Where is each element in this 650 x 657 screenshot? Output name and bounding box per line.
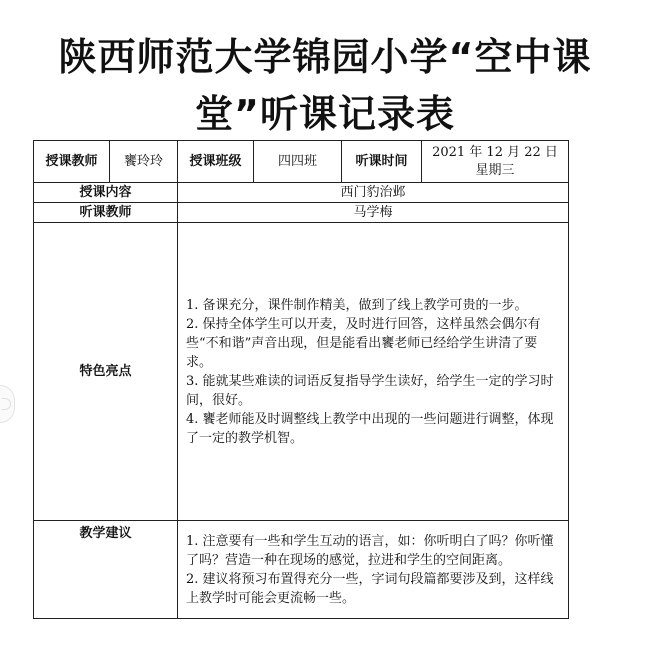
class-label: 授课班级 <box>178 141 254 183</box>
content-label: 授课内容 <box>34 183 178 203</box>
teacher-label: 授课教师 <box>34 141 110 183</box>
class-value: 四四班 <box>254 141 342 183</box>
lesson-observation-table <box>33 140 569 619</box>
side-panel-toggle[interactable] <box>0 385 15 423</box>
suggestion-item: 1. 注意要有一些和学生互动的语言，如：你听明白了吗？你听懂了吗？营造一种在现场的感觉，拉进和学生的空间距离。 <box>186 533 554 568</box>
time-value <box>422 141 569 183</box>
listener-label: 听课教师 <box>34 203 178 223</box>
time-weekday: 星期三 <box>475 162 515 178</box>
highlight-item: 1. 备课充分，课件制作精美，做到了线上教学可贵的一步。 <box>186 297 528 313</box>
time-date: 2021 年 12 月 22 日 <box>432 144 558 160</box>
teacher-value: 饔玲玲 <box>110 141 178 183</box>
time-label: 听课时间 <box>342 141 422 183</box>
highlight-item: 2. 保持全体学生可以开麦，及时进行回答，这样虽然会偶尔有些“不和谐”声音出现，但是能看出饔老师已经给学生讲清了要求。 <box>186 316 541 370</box>
content-value: 西门豹治邺 <box>178 183 569 203</box>
highlights-label: 特色亮点 <box>34 223 178 521</box>
suggestions-label: 教学建议 <box>34 521 178 619</box>
highlight-item: 4. 饔老师能及时调整线上教学中出现的一些问题进行调整，体现了一定的教学机智。 <box>186 411 554 446</box>
highlights-content <box>178 223 569 521</box>
highlight-item: 3. 能就某些难读的词语反复指导学生读好，给学生一定的学习时间，很好。 <box>186 373 554 408</box>
suggestions-content <box>178 521 569 619</box>
document-title-line-2: 堂”听课记录表 <box>195 92 455 136</box>
suggestion-item: 2. 建议将预习布置得充分一些，字词句段篇都要涉及到，这样线上教学时可能会更流畅一些。 <box>186 571 554 606</box>
document-title-line-1: 陕西师范大学锦园小学“空中课 <box>58 35 592 79</box>
listener-value: 马学梅 <box>178 203 569 223</box>
